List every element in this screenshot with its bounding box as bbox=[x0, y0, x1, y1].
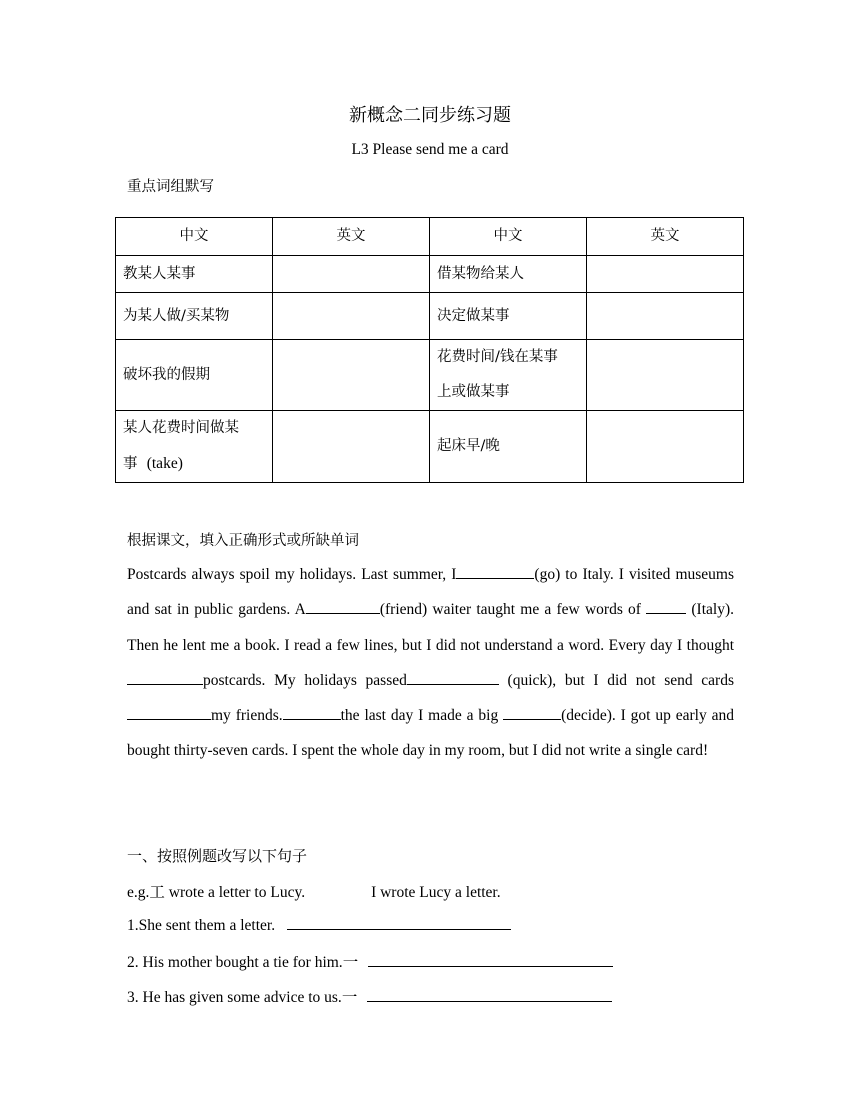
vocab-answer-cell[interactable] bbox=[587, 340, 744, 411]
vocab-chinese-cell bbox=[430, 340, 587, 411]
vocab-chinese-cell: 决定做某事 bbox=[430, 293, 587, 340]
example-prefix: e.g. bbox=[127, 884, 150, 901]
vocab-chinese-cell: 为某人做/买某物 bbox=[116, 293, 273, 340]
rewrite-item-text: 2. His mother bought a tie for him. bbox=[127, 954, 343, 971]
passage-text: the last day I made a big bbox=[340, 707, 499, 725]
rewrite-item-text: 1.She sent them a letter. bbox=[127, 917, 276, 934]
vocab-answer-cell[interactable] bbox=[273, 256, 430, 293]
col-header-chinese: 中文 bbox=[430, 218, 587, 256]
passage-text: (friend) waiter taught me a few words of bbox=[379, 601, 641, 619]
vocab-answer-cell[interactable] bbox=[587, 256, 744, 293]
lesson-subtitle: L3 Please send me a card bbox=[351, 141, 509, 158]
vocab-answer-cell[interactable] bbox=[273, 340, 430, 411]
vocab-cell-line: 花费时间/钱在某事 bbox=[437, 349, 558, 365]
col-header-english: 英文 bbox=[273, 218, 430, 256]
vocab-cell-line: 某人花费时间做某 bbox=[123, 420, 239, 436]
vocab-cell-hint: (take) bbox=[146, 455, 183, 472]
fill-passage bbox=[127, 557, 734, 769]
vocab-section-heading: 重点词组默写 bbox=[127, 179, 214, 195]
vocab-table bbox=[115, 217, 744, 483]
blank-4[interactable] bbox=[127, 669, 203, 685]
blank-2[interactable] bbox=[306, 598, 380, 614]
table-row bbox=[116, 293, 744, 340]
passage-text: (Italy). Then he lent me a book. I read a few lines, but I did not understand a word. Every day I thought bbox=[127, 601, 734, 654]
vocab-answer-cell[interactable] bbox=[587, 293, 744, 340]
rewrite-item-dash: 一 bbox=[341, 988, 358, 1006]
example-target: I wrote Lucy a letter. bbox=[371, 884, 501, 901]
rewrite-item bbox=[127, 950, 613, 972]
vocab-chinese-cell: 破坏我的假期 bbox=[116, 340, 273, 411]
page-title: 新概念二同步练习题 bbox=[349, 105, 511, 126]
passage-text: postcards. My holidays passed bbox=[203, 671, 407, 689]
answer-line[interactable] bbox=[367, 987, 612, 1002]
blank-6[interactable] bbox=[127, 704, 211, 720]
vocab-answer-cell[interactable] bbox=[273, 293, 430, 340]
table-row bbox=[116, 256, 744, 293]
rewrite-item-text: 3. He has given some advice to us. bbox=[127, 989, 342, 1006]
fill-section-heading: 根据课文，填入正确形式或所缺单词 bbox=[127, 533, 359, 549]
vocab-chinese-cell: 借某物给某人 bbox=[430, 256, 587, 293]
blank-7[interactable] bbox=[283, 704, 341, 720]
example-source: wrote a letter to Lucy. bbox=[164, 884, 306, 901]
vocab-chinese-cell: 起床早/晚 bbox=[430, 411, 587, 483]
answer-line[interactable] bbox=[368, 952, 613, 967]
table-row bbox=[116, 411, 744, 483]
blank-1[interactable] bbox=[456, 563, 534, 579]
vocab-answer-cell[interactable] bbox=[273, 411, 430, 483]
blank-8[interactable] bbox=[503, 704, 561, 720]
example-sentence bbox=[127, 880, 501, 902]
vocab-chinese-cell: 教某人某事 bbox=[116, 256, 273, 293]
rewrite-section-heading: 一、按照例题改写以下句子 bbox=[127, 847, 308, 865]
vocab-answer-cell[interactable] bbox=[587, 411, 744, 483]
vocab-header-row bbox=[116, 218, 744, 256]
vocab-cell-line: 事 bbox=[123, 456, 138, 472]
example-glyph: 工 bbox=[149, 883, 165, 901]
rewrite-item-dash: 一 bbox=[342, 953, 359, 971]
table-row bbox=[116, 340, 744, 411]
rewrite-item bbox=[127, 915, 511, 935]
blank-5[interactable] bbox=[407, 669, 499, 685]
rewrite-item bbox=[127, 985, 612, 1007]
col-header-english: 英文 bbox=[587, 218, 744, 256]
passage-text: (go) to Italy. I visited museums and sat in public gardens. A bbox=[127, 566, 735, 619]
blank-3[interactable] bbox=[646, 598, 686, 614]
vocab-chinese-cell bbox=[116, 411, 273, 483]
vocab-cell-line: 上或做某事 bbox=[437, 384, 510, 400]
passage-text: (decide). I got up early and bought thirty-seven cards. I spent the whole day in my room, but I did not write a single card! bbox=[127, 707, 734, 760]
answer-line[interactable] bbox=[287, 915, 511, 930]
col-header-chinese: 中文 bbox=[116, 218, 273, 256]
passage-text: Postcards always spoil my holidays. Last summer, I bbox=[127, 566, 457, 583]
passage-text: my friends. bbox=[211, 707, 283, 725]
passage-text: (quick), but I did not send cards bbox=[498, 671, 734, 689]
